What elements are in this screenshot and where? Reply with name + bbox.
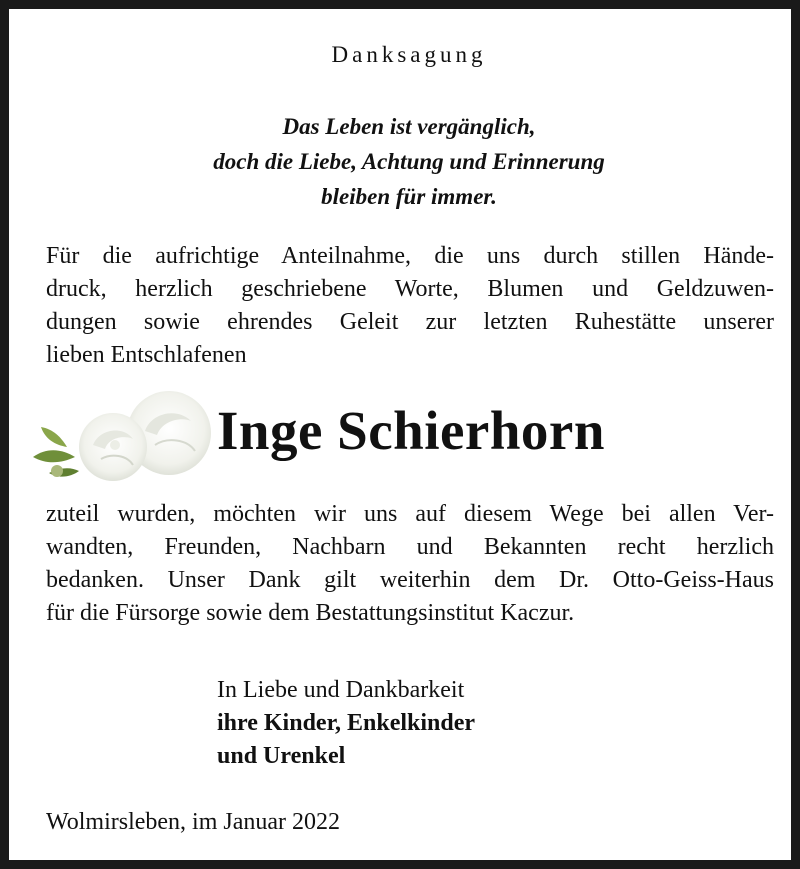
paragraph-line: zuteil wurden, möchten wir uns auf diesem Wege bei allen Ver-	[46, 501, 774, 527]
quote-line: bleiben für immer.	[321, 184, 497, 209]
place-and-date: Wolmirsleben, im Januar 2022	[46, 809, 341, 835]
signatories: ihre Kinder, Enkelkinder	[217, 710, 476, 736]
quote-line: Das Leben ist vergänglich,	[282, 114, 536, 139]
thanks-paragraph-2	[46, 498, 774, 630]
white-rose-icon	[27, 387, 217, 487]
heading: Danksagung	[331, 42, 487, 67]
paragraph-line: Für die aufrichtige Anteilnahme, die uns durch stillen Hände-	[46, 243, 774, 269]
closing-signature	[217, 674, 475, 773]
paragraph-line: für die Fürsorge sowie dem Bestattungsinstitut Kaczur.	[46, 600, 575, 626]
memorial-quote	[9, 109, 800, 214]
signatories: und Urenkel	[217, 743, 346, 769]
paragraph-line: wandten, Freunden, Nachbarn und Bekannten recht herzlich	[46, 534, 774, 560]
thanks-paragraph-1	[46, 240, 774, 372]
paragraph-line: dungen sowie ehrendes Geleit zur letzten Ruhestätte unserer	[46, 309, 774, 335]
paragraph-line: druck, herzlich geschriebene Worte, Blumen und Geldzuwen-	[46, 276, 774, 302]
deceased-name: Inge Schierhorn	[217, 400, 605, 461]
paragraph-line: bedanken. Unser Dank gilt weiterhin dem Dr. Otto-Geiss-Haus	[46, 567, 774, 593]
closing-line: In Liebe und Dankbarkeit	[217, 677, 465, 703]
paragraph-line: lieben Entschlafenen	[46, 342, 247, 368]
quote-line: doch die Liebe, Achtung und Erinnerung	[213, 149, 605, 174]
